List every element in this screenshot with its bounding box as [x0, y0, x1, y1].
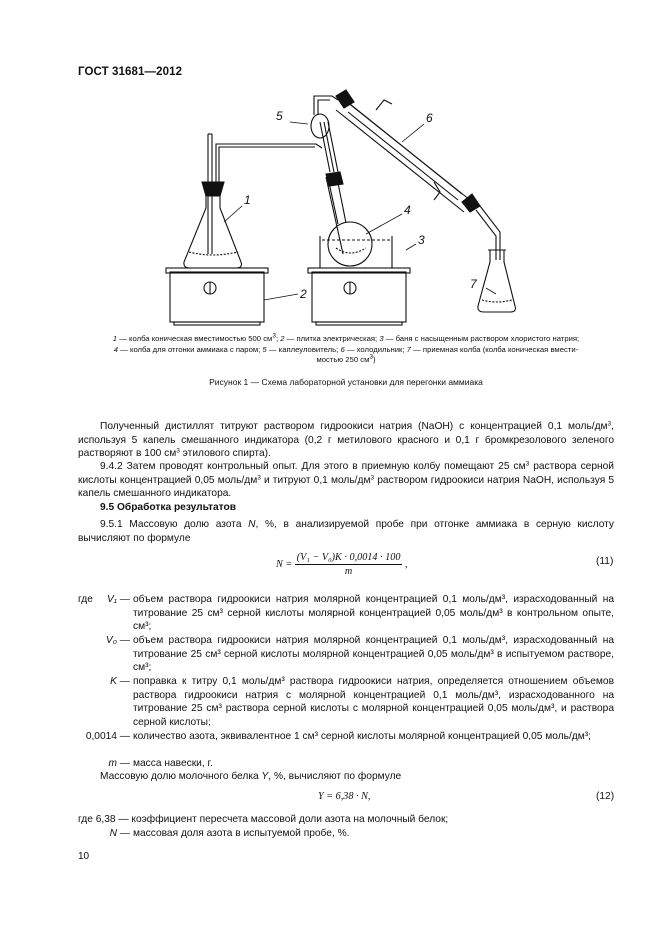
receiving-flask: [478, 250, 516, 312]
document-header: ГОСТ 31681—2012: [78, 66, 183, 78]
conical-flask-left: [184, 186, 242, 268]
formula-11-denominator: m: [344, 566, 353, 577]
paragraph-control: 9.4.2 Затем проводят контрольный опыт. Для этого в приемную колбу помещают 25 $см^3$ раствора серной кислоты концентрацией 0,05 моль/$дм^3$ и титруют 0,1 моль/$дм^3$ раствором гидроокиси натрия NaOH, используя 5 капель смешанного индикатора.: [78, 460, 615, 500]
label-2: 2: [300, 287, 307, 301]
def-constant-symbol: 0,0014 —: [85, 731, 130, 742]
condenser: [336, 98, 470, 212]
def-v1-text: объем раствора гидроокиси натрия молярной концентрацией 0,1 моль/дм³, израсходованный на титрование 25 см³ серной кислоты молярной концентрацией 0,05 моль/дм³ в контрольном опыте, см³;: [133, 594, 614, 633]
round-flask: [328, 222, 372, 266]
apparatus-diagram: [140, 82, 540, 328]
formula-12: Y = 6,38 · N,: [318, 791, 371, 802]
def-v0-text: объем раствора гидроокиси натрия молярной концентрацией 0,1 моль/дм³, израсходованный на титрование 25 см³ серной кислоты молярной концентрацией 0,05 моль/дм³ в испытуемом растворе, см³;: [133, 635, 614, 674]
label-3: 3: [418, 233, 425, 247]
def-k-symbol: K —: [110, 676, 130, 687]
label-4: 4: [404, 203, 411, 217]
page-number: 10: [78, 851, 90, 862]
def-m-text: масса навески, г.: [133, 758, 213, 769]
def-m-symbol: m —: [108, 758, 130, 769]
def-v0-symbol: V₀ —: [105, 635, 130, 646]
paragraph-distillate: Полученный дистиллят титруют раствором гидроокиси натрия (NaOH) с концентрацией 0,1 моль/$дм^3$, используя 5 капель смешанного индикатора (0,2 г метилового красного и 0,1 г бромкрезолового зеленого растворяют в 100 $см^3$ этилового спирта).: [78, 420, 614, 460]
def-n-text: массовая доля азота в испытуемой пробе, %.: [133, 828, 350, 839]
def-constant-text: количество азота, эквивалентное 1 см³ серной кислоты молярной концентрацией 0,05 моль/дм³;: [133, 731, 591, 742]
equation-number-12: (12): [596, 791, 615, 802]
def-n-symbol: N —: [109, 828, 130, 839]
label-1: 1: [244, 193, 251, 207]
protein-where: где 6,38 — коэффициент пересчета массовой доли азота на молочный белок;: [78, 814, 449, 825]
label-5: 5: [276, 109, 283, 123]
hot-plate-left: [166, 268, 268, 325]
def-v1-symbol: V₁ —: [106, 594, 130, 605]
hot-plate-middle: [308, 268, 410, 325]
formula-11-numerator: (V₁ − V₀)K · 0,0014 · 100: [296, 552, 401, 563]
def-k-text: поправка к титру 0,1 моль/дм³ раствора гидроокиси натрия, определяется отношением объемов раствора гидроокиси натрия с молярной концентрацией 0,1 моль/дм³, израсходованного на титрование 25 см³ раствора серной кислоты с молярной концентрацией 0,05 моль/дм³, и раствора серной кислоты;: [133, 676, 614, 728]
figure-caption: Рисунок 1 — Схема лабораторной установки для перегонки аммиака: [209, 377, 483, 387]
where-label: где: [78, 594, 93, 605]
label-6: 6: [426, 111, 433, 125]
formula-11: N = $\frac{\text{(V₁ − V₀)K · 0,0014 · 100}}{m}$ ,: [276, 552, 408, 577]
section-heading: 9.5 Обработка результатов: [100, 502, 237, 513]
label-7: 7: [470, 277, 477, 291]
paragraph-nitrogen: 9.5.1 Массовую долю азота N, %, в анализируемой пробе при отгонке аммиака в серную кислоту вычисляют по формуле: [78, 519, 615, 544]
figure-legend: 1 — колба коническая вместимостью 500 $см^3$; 2 — плитка электрическая; 3 — баня с насыщенным раствором хлористого натрия; 4 — колба для отгонки аммиака с паром; 5 — каплеуловитель; 6 — холодильник; 7 — приемная колба (колба коническая вмести- мостью 250 $см^3$): [112, 332, 580, 364]
steam-trap: [311, 96, 338, 138]
equation-number-11: (11): [596, 556, 614, 567]
protein-intro: Массовую долю молочного белка Y, %, вычисляют по формуле: [100, 771, 402, 782]
